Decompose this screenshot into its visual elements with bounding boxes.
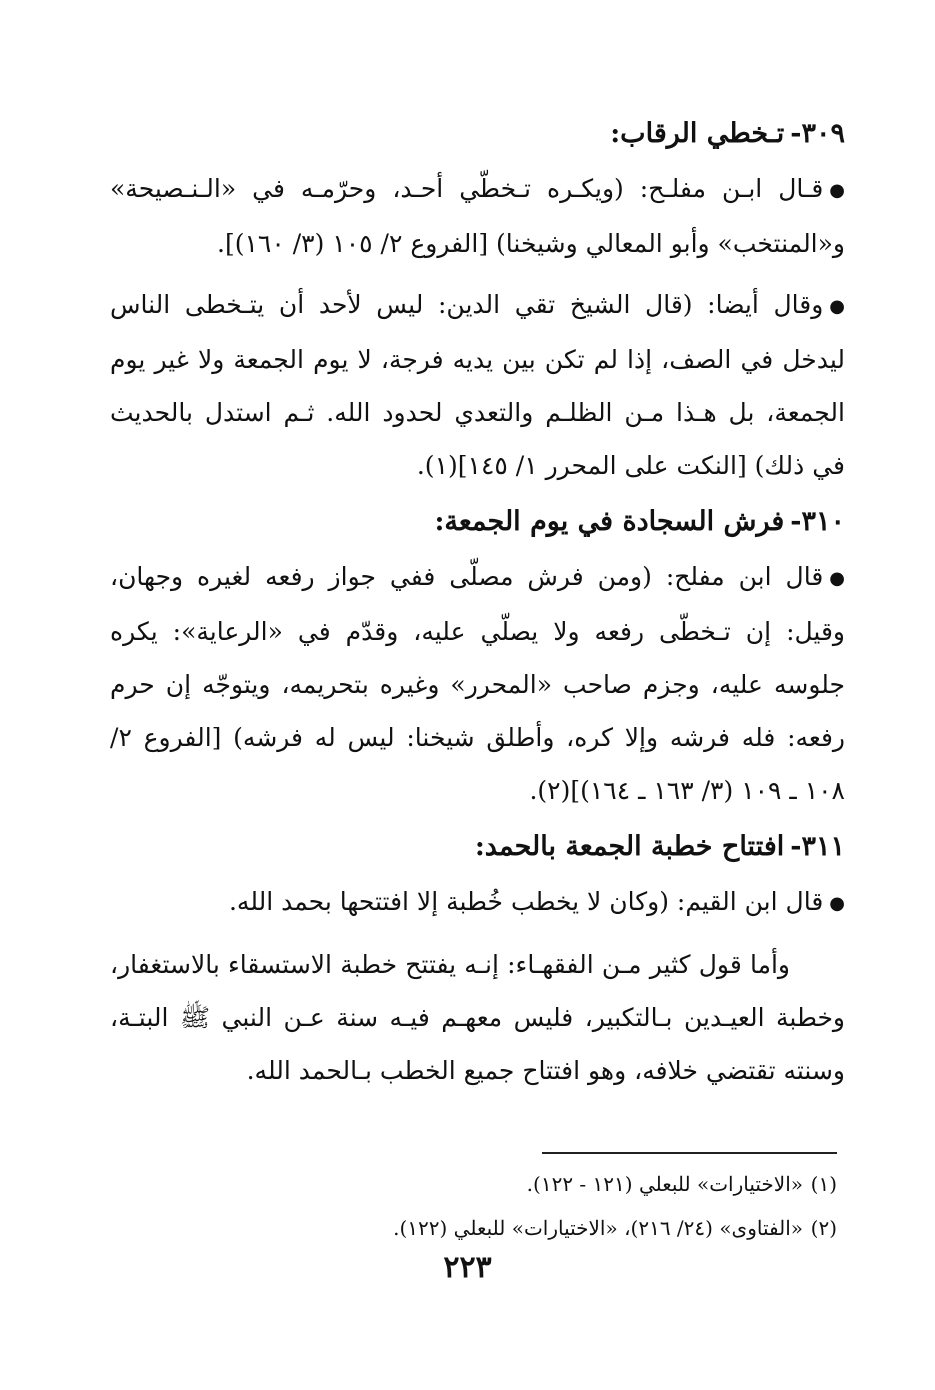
footnote-marker: (١) — [810, 1172, 837, 1196]
bullet-icon: ● — [829, 180, 845, 201]
footnote — [102, 1206, 837, 1250]
quote-paragraph — [110, 550, 845, 817]
quote-paragraph — [110, 875, 845, 930]
footnote — [102, 1162, 837, 1206]
page-number: ٢٢٣ — [443, 1250, 492, 1285]
section-heading — [110, 825, 845, 869]
footnote-text: «الفتاوى» (٢٤/ ٢١٦)، «الاختيارات» للبعلي (١٢٢). — [393, 1216, 803, 1240]
page-body — [110, 112, 845, 1105]
footnote-marker: (٢) — [810, 1216, 837, 1240]
section-title: تـخطي الرقاب: — [610, 118, 785, 149]
section-heading — [110, 500, 845, 544]
section-number: ٣٠٩- — [790, 118, 845, 149]
bullet-icon: ● — [829, 296, 845, 317]
quote-paragraph — [110, 162, 845, 270]
paragraph-text: قـال ابـن مفلـح: (ويكـره تـخطّي أحـد، وحرّمـه في «الـنـصيحة» و«المنتخب» وأبو المعالي وشيخنا) [الفروع ٢/ ١٠٥ (٣/ ١٦٠)]. — [110, 174, 845, 258]
bullet-icon: ● — [829, 568, 845, 589]
quote-paragraph — [110, 278, 845, 492]
paragraph-text: قال ابن القيم: (وكان لا يخطب خُطبة إلا افتتحها بحمد الله. — [228, 887, 824, 916]
section-title: فرش السجادة في يوم الجمعة: — [434, 506, 785, 537]
section-heading — [110, 112, 845, 156]
footnote-divider — [542, 1152, 837, 1154]
paragraph-text: وقال أيضا: (قال الشيخ تقي الدين: ليس لأحد أن يتـخطى الناس ليدخل في الصف، إذا لم تكن بين يديه فرجة، لا يوم الجمعة ولا غير يوم الجمعة، بل هـذا مـن الظلـم والتعدي لحدود الله. ثـم استدل بالحديث في ذلك) [النكت على المحرر ١/ ١٤٥](١). — [110, 290, 845, 480]
section-title: افتتاح خطبة الجمعة بالحمد: — [474, 831, 785, 862]
bullet-icon: ● — [829, 893, 845, 914]
section-number: ٣١٠- — [790, 506, 845, 537]
paragraph-text: قال ابن مفلح: (ومن فرش مصلّى ففي جواز رفعه لغيره وجهان، وقيل: إن تـخطّى رفعه ولا يصلّي عليه، وقدّم في «الرعاية»: يكره جلوسه عليه، وجزم صاحب «المحرر» وغيره بتحريمه، ويتوجّه إن حرم رفعه: فله فرشه وإلا كره، وأطلق شيخنا: ليس له فرشه) [الفروع ٢/ ١٠٨ ـ ١٠٩ (٣/ ١٦٣ ـ ١٦٤)](٢). — [110, 562, 846, 805]
body-paragraph: وأما قول كثير مـن الفقهـاء: إنـه يفتتح خطبة الاستسقاء بالاستغفار، وخطبة العيـدين بـالتكبير، فليس معهـم فيـه سنة عـن النبي ﷺ البتـة، وسنته تقتضي خلافه، وهو افتتاح جميع الخطب بـالحمد الله. — [110, 950, 845, 1085]
footnote-text: «الاختيارات» للبعلي (١٢١ - ١٢٢). — [526, 1172, 803, 1196]
footnotes — [102, 1162, 837, 1250]
section-number: ٣١١- — [790, 831, 845, 862]
